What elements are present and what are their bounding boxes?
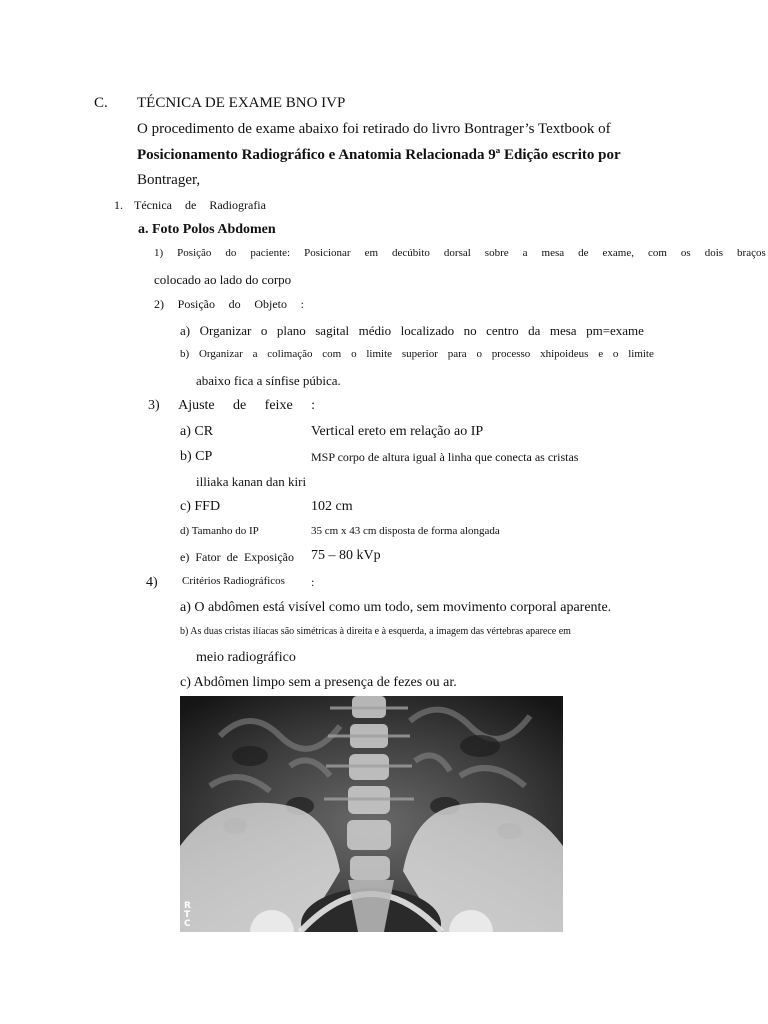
word: com: [322, 348, 342, 360]
word: centro: [486, 323, 519, 338]
step2-b-line: [180, 349, 654, 360]
word: decúbito: [392, 247, 430, 259]
word: xhipoideus: [540, 348, 589, 360]
word: médio: [358, 323, 392, 338]
word: no: [463, 323, 477, 338]
word: sagital: [315, 323, 350, 338]
step3-cr-key: a) CR: [180, 424, 214, 439]
step4-number: 4): [146, 575, 158, 590]
word: plano: [276, 323, 306, 338]
word: limite: [628, 348, 654, 360]
step1-continuation: colocado ao lado do corpo: [154, 272, 292, 287]
word: 1): [154, 247, 164, 259]
step4-b-continuation: meio radiográfico: [196, 650, 296, 665]
step3-cr-value: Vertical ereto em relação ao IP: [311, 424, 484, 439]
step3-ip-key: d) Tamanho do IP: [180, 525, 259, 537]
word: com: [647, 247, 667, 259]
word: exame,: [602, 247, 634, 259]
step3-ffd-value: 102 cm: [311, 499, 353, 514]
item1-label: 1.: [114, 198, 123, 212]
step2-line: [154, 298, 304, 310]
step3-exposure-key: e) Fator de Exposição: [180, 550, 294, 564]
word: dois: [704, 247, 724, 259]
step4-b: b) As duas cristas ilíacas são simétricas à direita e à esquerda, a imagem das vértebras aparece em: [180, 626, 571, 637]
word: em: [364, 247, 379, 259]
step4-title: Critérios Radiográficos: [182, 575, 285, 587]
word: dorsal: [443, 247, 471, 259]
word: Posição: [177, 247, 212, 259]
step3-ip-value: 35 cm x 43 cm disposta de forma alongada: [311, 525, 500, 537]
step3-exposure-value: 75 – 80 kVp: [311, 548, 381, 563]
word: de: [578, 247, 589, 259]
word: 2): [154, 297, 164, 311]
step3-cp-key: b) CP: [180, 449, 213, 464]
word: de: [184, 198, 197, 212]
step4-c: c) Abdômen limpo sem a presença de fezes ou ar.: [180, 675, 457, 690]
intro-line-3: Bontrager,: [137, 172, 201, 188]
word: pm=exame: [586, 323, 644, 338]
word: superior: [401, 348, 438, 360]
step3-cp-value: MSP corpo de altura igual à linha que conecta as cristas: [311, 450, 579, 464]
word: Organizar: [198, 348, 243, 360]
word: e: [598, 348, 604, 360]
word: :: [311, 398, 315, 413]
subsection-a-title: a. Foto Polos Abdomen: [138, 222, 276, 237]
word: Posicionar: [304, 247, 351, 259]
word: b): [180, 348, 190, 360]
word: 3): [148, 398, 160, 413]
word: o: [260, 323, 268, 338]
word: localizado: [400, 323, 455, 338]
word: para: [447, 348, 467, 360]
word: Radiografia: [209, 198, 266, 212]
word: sobre: [484, 247, 509, 259]
word: da: [528, 323, 541, 338]
word: Posição: [177, 297, 215, 311]
step3-ffd-key: c) FFD: [180, 499, 221, 514]
word: a: [252, 348, 258, 360]
word: Organizar: [199, 323, 252, 338]
intro-line-2: Posicionamento Radiográfico e Anatomia Relacionada 9ª Edição escrito por: [137, 147, 621, 163]
section-title: TÉCNICA DE EXAME BNO IVP: [137, 95, 346, 111]
word: Objeto: [254, 297, 287, 311]
xray-watermark: RTC: [184, 901, 191, 929]
word: paciente:: [250, 247, 291, 259]
step3-cp-continuation: illiaka kanan dan kiri: [196, 474, 307, 489]
word: limite: [366, 348, 393, 360]
word: a): [180, 323, 191, 338]
word: colimação: [267, 348, 313, 360]
word: feixe: [264, 398, 293, 413]
word: processo: [491, 348, 531, 360]
step1-line: [154, 248, 766, 259]
word: Ajuste: [178, 398, 215, 413]
word: do: [225, 247, 237, 259]
step3-line: [148, 399, 315, 413]
word: Técnica: [134, 198, 172, 212]
step4-colon: :: [311, 575, 315, 589]
word: de: [233, 398, 247, 413]
word: os: [680, 247, 691, 259]
step2-a-line: [180, 324, 644, 337]
word: o: [612, 348, 619, 360]
word: o: [351, 348, 357, 360]
step4-a: a) O abdômen está visível como um todo, sem movimento corporal aparente.: [180, 600, 612, 615]
word: mesa: [541, 247, 565, 259]
intro-line-1: O procedimento de exame abaixo foi retirado do livro Bontrager’s Textbook of: [137, 121, 611, 137]
step2-b-continuation: abaixo fica a sínfise púbica.: [196, 373, 341, 388]
section-letter: C.: [94, 95, 108, 111]
xray-illustration: [180, 696, 563, 932]
word: o: [476, 348, 482, 360]
word: mesa: [549, 323, 577, 338]
word: a: [522, 247, 528, 259]
word: braços: [737, 247, 766, 259]
abdomen-xray-image: [180, 696, 563, 932]
word: :: [300, 297, 304, 311]
item1-title: [134, 199, 266, 211]
word: do: [228, 297, 241, 311]
